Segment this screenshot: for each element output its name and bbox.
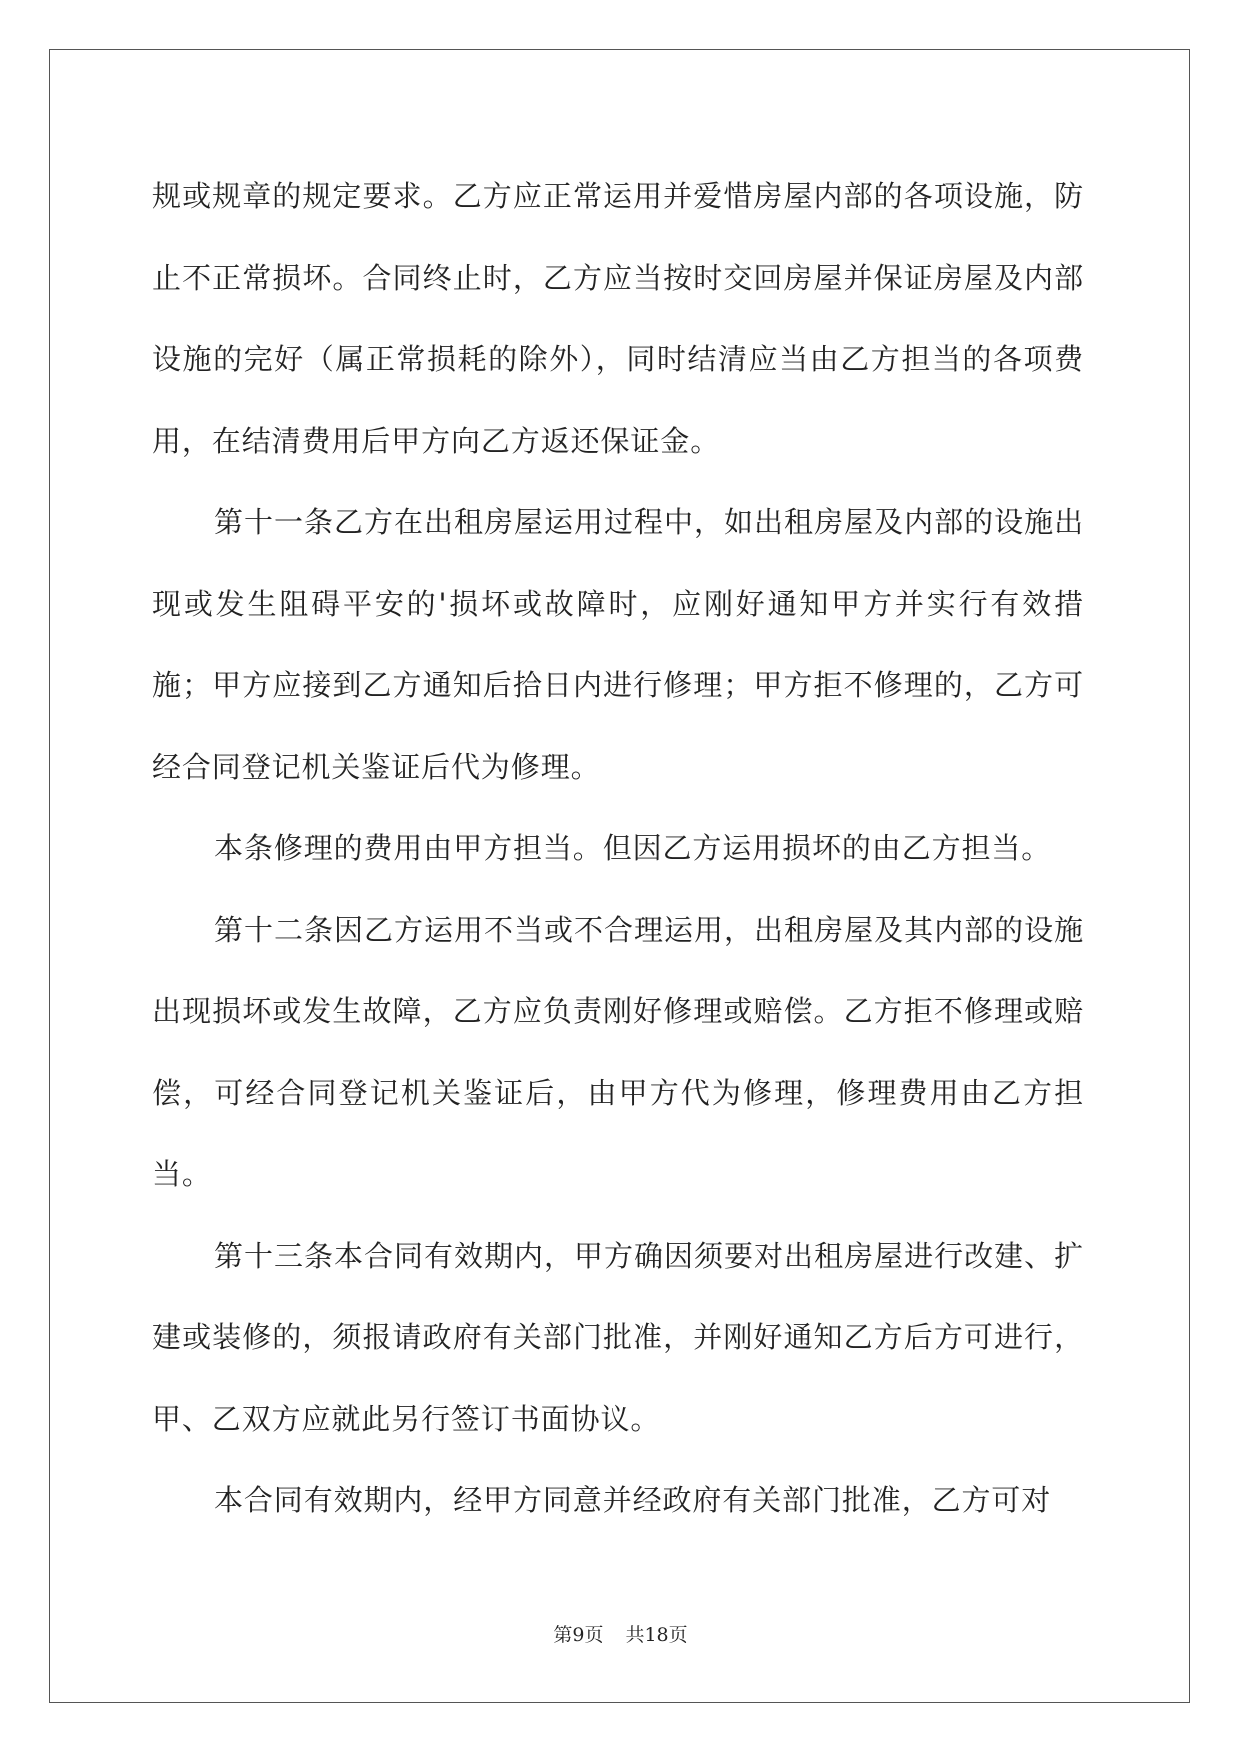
paragraph-continuation: 本合同有效期内，经甲方同意并经政府有关部门批准，乙方可对 [214,1483,1052,1517]
paragraph-repair-cost: 本条修理的费用由甲方担当。但因乙方运用损坏的由乙方担当。 [214,831,1052,865]
paragraph-1: 规或规章的规定要求。乙方应正常运用并爱惜房屋内部的各项设施，防止不正常损坏。合同终止时，乙方应当按时交回房屋并保证房屋及内部设施的完好（属正常损耗的除外），同时结清应当由乙方担当的各项费用，在结清费用后甲方向乙方返还保证金。 [152,179,1084,458]
paragraph-article-12: 第十二条因乙方运用不当或不合理运用，出租房屋及其内部的设施出现损坏或发生故障，乙方应负责刚好修理或赔偿。乙方拒不修理或赔偿，可经合同登记机关鉴证后，由甲方代为修理，修理费用由乙方担当。 [152,912,1084,1191]
page-number: 第9页 [553,1624,604,1646]
document-body [152,156,1084,1542]
paragraph-article-11: 第十一条乙方在出租房屋运用过程中，如出租房屋及内部的设施出现或发生阻碍平安的'损坏或故障时，应刚好通知甲方并实行有效措施；甲方应接到乙方通知后拾日内进行修理；甲方拒不修理的，乙方可经合同登记机关鉴证后代为修理。 [152,505,1084,784]
page-total: 共18页 [625,1624,688,1646]
page-footer [0,1620,1241,1647]
paragraph-article-13: 第十三条本合同有效期内，甲方确因须要对出租房屋进行改建、扩建或装修的，须报请政府有关部门批准，并刚好通知乙方后方可进行，甲、乙双方应就此另行签订书面协议。 [152,1238,1084,1436]
